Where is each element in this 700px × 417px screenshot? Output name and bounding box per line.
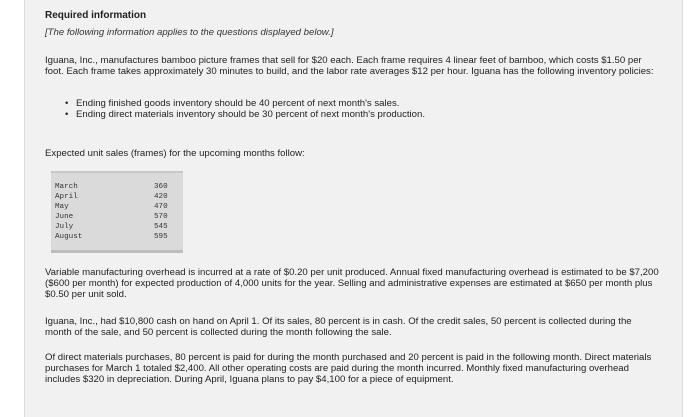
table-row <box>51 212 183 222</box>
purchases-paragraph: Of direct materials purchases, 80 percent is paid for during the month purchased and 20 percent is paid in the following month. Direct materials purchases for March 1 totaled $2,400. All other operating costs are paid during the month incurred. Monthly fixed manufacturing overhead includes $320 in depreciation. During April, Iguana plans to pay $4,100 for a piece of equipment. <box>45 352 652 386</box>
table-row <box>51 192 183 202</box>
expected-sales-intro: Expected unit sales (frames) for the upcoming months follow: <box>45 148 305 159</box>
instruction-note: [The following information applies to the questions displayed below.] <box>45 27 334 38</box>
month-cell: April <box>55 193 78 201</box>
overhead-paragraph: Variable manufacturing overhead is incurred at a rate of $0.20 per unit produced. Annual fixed manufacturing overhead is estimated to be $7,200 ($600 per month) for expected production of 4,000 units for the year. Selling and administrative expenses are estimated at $650 per month plus $0.50 per unit sold. <box>45 267 659 301</box>
list-item <box>63 98 425 109</box>
table-bottom-rule <box>51 250 183 253</box>
units-cell: 470 <box>154 203 168 211</box>
month-cell: August <box>55 233 83 241</box>
intro-paragraph: Iguana, Inc., manufactures bamboo picture frames that sell for $20 each. Each frame requires 4 linear feet of bamboo, which costs $1.50 per foot. Each frame takes approximately 30 minutes to build, and the labor rate averages $12 per hour. Iguana has the following inventory policies: <box>45 55 654 78</box>
bullet-icon: • <box>65 98 69 109</box>
units-cell: 595 <box>154 233 168 241</box>
month-cell: March <box>55 183 78 191</box>
expected-sales-table <box>51 171 183 253</box>
page-title: Required information <box>45 10 147 21</box>
policy-text: Ending direct materials inventory should be 30 percent of next month's production. <box>76 109 426 121</box>
units-cell: 545 <box>154 223 168 231</box>
bullet-icon: • <box>65 109 69 121</box>
policy-text: Ending finished goods inventory should be 40 percent of next month's sales. <box>76 98 400 109</box>
table-row <box>51 182 183 192</box>
month-cell: July <box>55 223 74 231</box>
month-cell: June <box>55 213 74 221</box>
cash-paragraph: Iguana, Inc., had $10,800 cash on hand on April 1. Of its sales, 80 percent is in cash. Of the credit sales, 50 percent is collected during the month of the sale, and 50 percent is collected during the month following the sale. <box>45 316 632 339</box>
table-row <box>51 222 183 232</box>
inventory-policies-list <box>63 98 425 120</box>
month-cell: May <box>55 203 69 211</box>
content-panel <box>24 0 683 417</box>
units-cell: 420 <box>154 193 168 201</box>
list-item <box>63 109 425 120</box>
units-cell: 570 <box>154 213 168 221</box>
table-row <box>51 232 183 242</box>
table-row <box>51 202 183 212</box>
units-cell: 360 <box>154 183 168 191</box>
